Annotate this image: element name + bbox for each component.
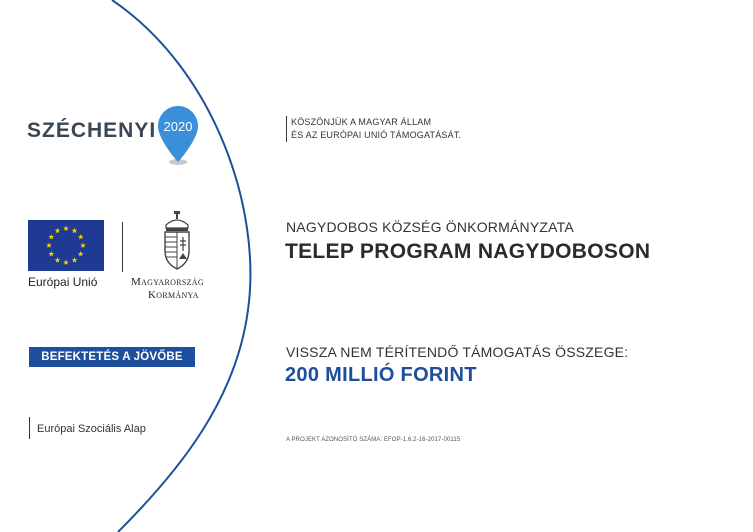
grant-amount: 200 MILLIÓ FORINT <box>285 364 477 386</box>
invest-future-badge: BEFEKTETÉS A JÖVŐBE <box>29 347 195 367</box>
organization-name: NAGYDOBOS KÖZSÉG ÖNKORMÁNYZATA <box>286 219 574 235</box>
eu-label: Európai Unió <box>28 275 98 289</box>
thanks-line-1: KÖSZÖNJÜK A MAGYAR ÁLLAM <box>291 117 432 127</box>
szechenyi-pin-icon <box>156 104 200 168</box>
thanks-line-2: ÉS AZ EURÓPAI UNIÓ TÁMOGATÁSÁT. <box>291 130 462 140</box>
project-title: TELEP PROGRAM NAGYDOBOSON <box>285 240 651 263</box>
szechenyi-logo-text: SZÉCHENYI <box>27 119 157 142</box>
eu-flag-icon <box>28 220 104 271</box>
government-label-line1: Magyarország <box>131 276 204 288</box>
project-id: A PROJEKT AZONOSÍTÓ SZÁMA: EFOP-1.6.2-16-2017-00115 <box>286 437 461 443</box>
fund-separator <box>29 417 30 439</box>
hungarian-crest-icon <box>161 211 193 271</box>
government-label-line2: Kormánya <box>148 289 199 301</box>
logo-separator <box>122 222 123 272</box>
szechenyi-year: 2020 <box>163 119 193 134</box>
grant-amount-label: VISSZA NEM TÉRÍTENDŐ TÁMOGATÁS ÖSSZEGE: <box>286 344 629 360</box>
fund-label: Európai Szociális Alap <box>37 423 146 435</box>
thanks-separator <box>286 116 287 142</box>
